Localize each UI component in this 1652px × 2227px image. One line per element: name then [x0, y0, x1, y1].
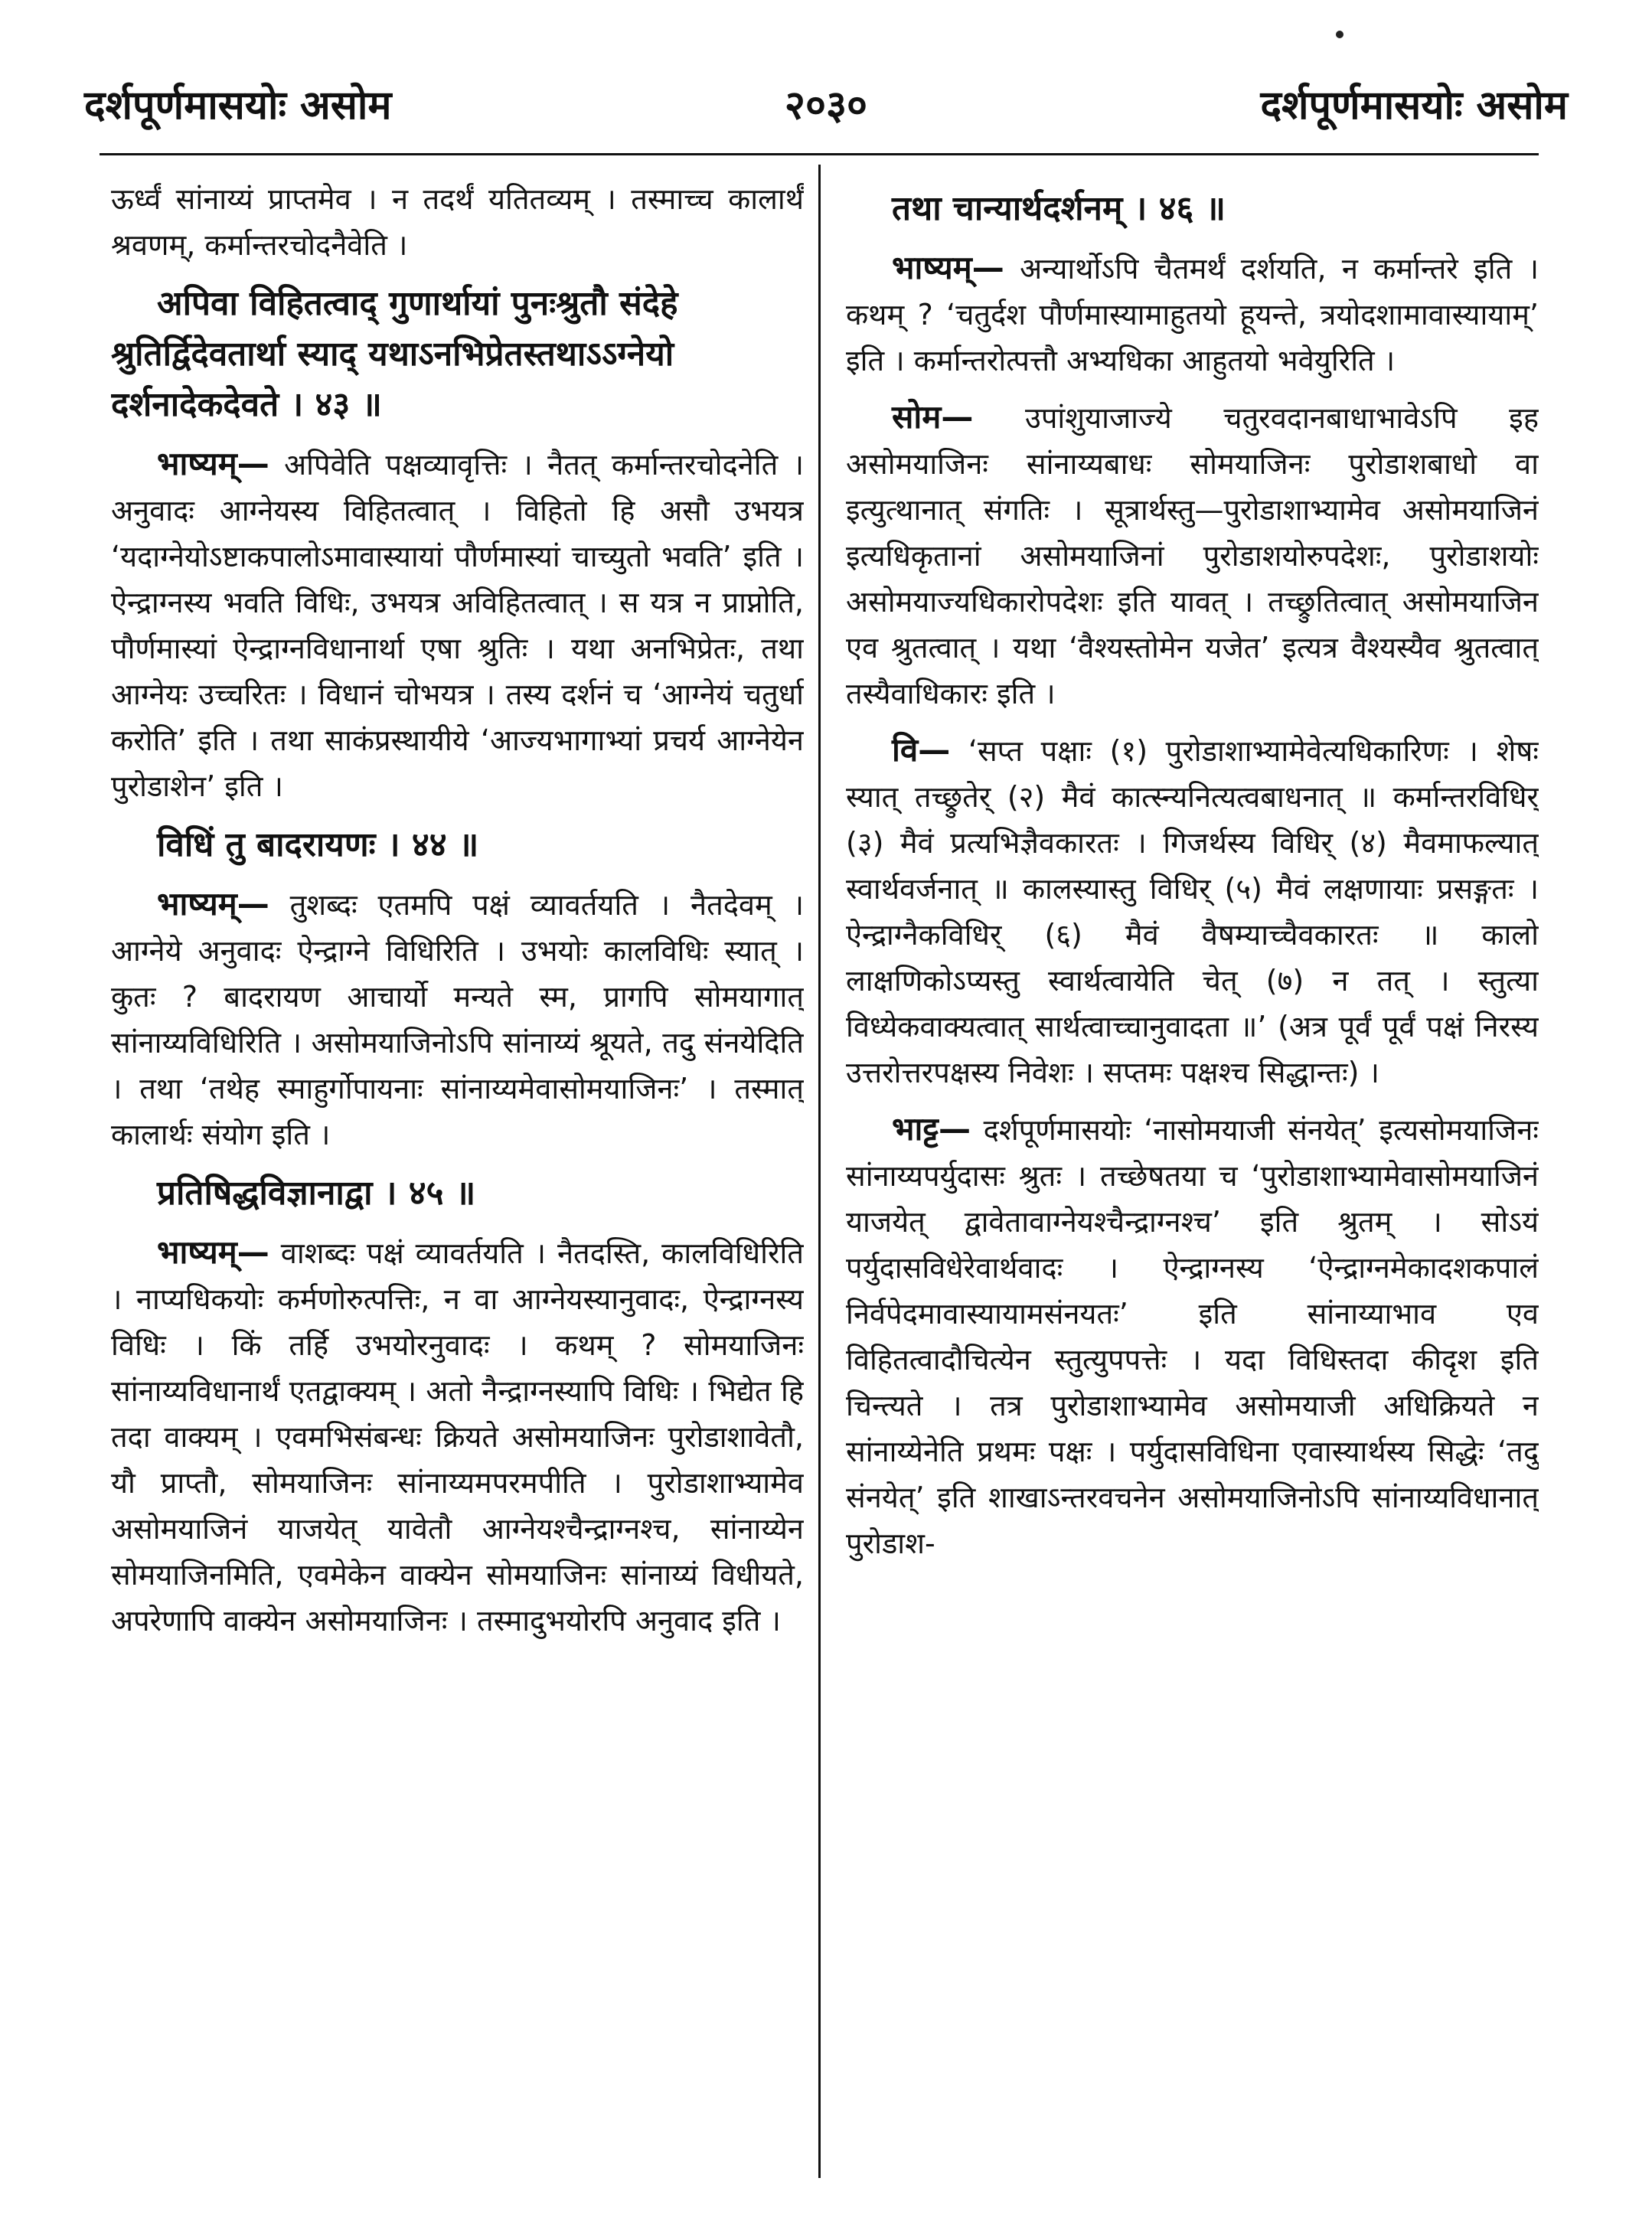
- bhashya-label: भाष्यम्—: [157, 445, 269, 482]
- sutra-45: प्रतिषिद्धविज्ञानाद्वा । ४५ ॥: [157, 1174, 476, 1213]
- bhashya-44: [111, 881, 804, 1158]
- vi-label: वि—: [892, 731, 951, 769]
- vi-text: ‘सप्त पक्षाः (१) पुरोडाशाभ्यामेवेत्यधिकारिणः । शेषः स्यात् तच्छ्रुतेर् (२) मैवं कात्स्न्यनित्यत्वबाधनात् ॥ कर्मान्तरविधिर् (३) मैवं प्रत्यभिज्ञैवकारतः । गिजर्थस्य विधिर् (४) मैवमाफल्यात् स्वार्थवर्जनात् ॥ कालस्यास्तु विधिर् (५) मैवं लक्षणायाः प्रसङ्गतः । ऐन्द्राग्नैकविधिर् (६) मैवं वैषम्याच्चैवकारतः ॥ कालो लाक्षणिकोऽप्यस्तु स्वार्थत्वायेति चेत् (७) न तत् । स्तुत्या विध्येकवाक्यत्वात् सार्थत्वाच्चानुवादता ॥’ (अत्र पूर्वं पूर्वं पक्षं निरस्य उत्तरोत्तरपक्षस्य निवेशः । सप्तमः पक्षश्च सिद्धान्तः) ।: [846, 734, 1539, 1089]
- bhashya-46: [846, 245, 1539, 384]
- soma-commentary: [846, 394, 1539, 717]
- bhashya-text: अपिवेति पक्षव्यावृत्तिः । नैतत् कर्मान्तरचोदनेति । अनुवादः आग्नेयस्य विहितत्वात् । विहितो हि असौ उभयत्र ‘यदाग्नेयोऽष्टाकपालोऽमावास्यायां पौर्णमास्यां चाच्युतो भवति’ इति । ऐन्द्राग्नस्य भवति विधिः, उभयत्र अविहितत्वात् । स यत्र न प्राप्नोति, पौर्णमास्यां ऐन्द्राग्नविधानार्था एषा श्रुतिः । यथा अनभिप्रेतः, तथा आग्नेयः उच्चरितः । विधानं चोभयत्र । तस्य दर्शनं च ‘आग्नेयं चतुर्धा करोति’ इति । तथा साकंप्रस्थायीये ‘आज्यभागाभ्यां प्रचर्य आग्नेयेन पुरोडाशेन’ इति ।: [111, 448, 804, 803]
- header-rule: [100, 153, 1539, 155]
- bhatta-text: दर्शपूर्णमासयोः ‘नासोमयाजी संनयेत्’ इत्यसोमयाजिनः सांनाय्यपर्युदासः श्रुतः । तच्छेषतया च ‘पुरोडाशाभ्यामेवासोमयाजिनं याजयेत् द्वावेतावाग्नेयश्चैन्द्राग्नश्च’ इति श्रुतम् । सोऽयं पर्युदासविधेरेवार्थवादः । ऐन्द्राग्नस्य ‘ऐन्द्राग्नमेकादशकपालं निर्वपेदमावास्यायामसंनयतः’ इति सांनाय्याभाव एव विहितत्वादौचित्येन स्तुत्युपपत्तेः । यदा विधिस्तदा कीदृश इति चिन्त्यते । तत्र पुरोडाशाभ्यामेव असोमयाजी अधिक्रियते न सांनाय्येनेति प्रथमः पक्षः । पर्युदासविधिना एवास्यार्थस्य सिद्धेः ‘तदु संनयेत्’ इति शाखाऽन्तरवचनेन असोमयाजिनोऽपि सांनाय्यविधानात् पुरोडाश-: [846, 1113, 1539, 1560]
- bhashya-label: भाष्यम्—: [892, 249, 1004, 286]
- header-left-title: दर्शपूर्णमासयोः असोम: [84, 83, 392, 129]
- continuation-paragraph: ऊर्ध्वं सांनाय्यं प्राप्तमेव । न तदर्थं यतितव्यम् । तस्माच्च कालार्थं श्रवणम्, कर्मान्तरचोदनैवेति ।: [111, 182, 804, 262]
- bhatta-label: भाट्ट—: [892, 1110, 971, 1148]
- bhashya-label: भाष्यम्—: [157, 1233, 269, 1271]
- bhashya-45: [111, 1229, 804, 1644]
- bhatta-commentary: [846, 1106, 1539, 1566]
- bhashya-text: तुशब्दः एतमपि पक्षं व्यावर्तयति । नैतदेवम् । आग्नेये अनुवादः ऐन्द्राग्ने विधिरिति । उभयोः कालविधिः स्यात् । कुतः ? बादरायण आचार्यो मन्यते स्म, प्रागपि सोमयागात् सांनाय्यविधिरिति । असोमयाजिनोऽपि सांनाय्यं श्रूयते, तदु संनयेदिति । तथा ‘तथेह स्माहुर्गोपायनाः सांनाय्यमेवासोमयाजिनः’ । तस्मात् कालार्थः संयोग इति ।: [111, 888, 804, 1151]
- running-header: [84, 77, 1568, 138]
- page-number: २०३०: [784, 83, 868, 129]
- left-column: [111, 176, 804, 1654]
- sutra-43: अपिवा विहितत्वाद् गुणार्थायां पुनःश्रुतौ संदेहे श्रुतिर्द्विदेवतार्था स्याद् यथाऽनभिप्रेतस्तथाऽऽग्नेयो दर्शनादेकदेवते । ४३ ॥: [111, 284, 678, 424]
- soma-text: उपांशुयाजाज्ये चतुरवदानबाधाभावेऽपि इह असोमयाजिनः सांनाय्यबाधः सोमयाजिनः पुरोडाशबाधो वा इत्युत्थानात् संगतिः । सूत्रार्थस्तु—पुरोडाशाभ्यामेव असोमयाजिनं इत्यधिकृतानां असोमयाजिनां पुरोडाशयोरुपदेशः, पुरोडाशयोः असोमयाज्यधिकारोपदेशः इति यावत् । तच्छ्रुतित्वात् असोमयाजिन एव श्रुतत्वात् । यथा ‘वैश्यस्तोमेन यजेत’ इत्यत्र वैश्यस्यैव श्रुतत्वात् तस्यैवाधिकारः इति ।: [846, 401, 1539, 710]
- bhashya-text: अन्यार्थोऽपि चैतमर्थं दर्शयति, न कर्मान्तरे इति । कथम् ? ‘चतुर्दश पौर्णमास्यामाहुतयो हूयन्ते, त्रयोदशामावास्यायाम्’ इति । कर्मान्तरोत्पत्तौ अभ्यधिका आहुतयो भवेयुरिति ।: [846, 252, 1539, 377]
- ink-speck: [1336, 31, 1343, 38]
- right-column: [846, 176, 1539, 1577]
- sutra-44: विधिं तु बादरायणः । ४४ ॥: [157, 825, 479, 864]
- soma-label: सोम—: [892, 398, 974, 436]
- sutra-46: तथा चान्यार्थदर्शनम् । ४६ ॥: [892, 189, 1226, 228]
- column-divider: [818, 165, 821, 2178]
- vi-commentary: [846, 727, 1539, 1096]
- bhashya-43: [111, 441, 804, 809]
- bhashya-text: वाशब्दः पक्षं व्यावर्तयति । नैतदस्ति, कालविधिरिति । नाप्यधिकयोः कर्मणोरुत्पत्तिः, न वा आग्नेयस्यानुवादः, ऐन्द्राग्नस्य विधिः । किं तर्हि उभयोरनुवादः । कथम् ? सोमयाजिनः सांनाय्यविधानार्थं एतद्वाक्यम् । अतो नैन्द्राग्नस्यापि विधिः । भिद्येत हि तदा वाक्यम् । एवमभिसंबन्धः क्रियते असोमयाजिनः पुरोडाशावेतौ, यौ प्राप्तौ, सोमयाजिनः सांनाय्यमपरमपीति । पुरोडाशाभ्यामेव असोमयाजिनं याजयेत् यावेतौ आग्नेयश्चैन्द्राग्नश्च, सांनाय्येन सोमयाजिनमिति, एवमेकेन वाक्येन सोमयाजिनः सांनाय्यं विधीयते, अपरेणापि वाक्येन असोमयाजिनः । तस्मादुभयोरपि अनुवाद इति ।: [111, 1236, 804, 1638]
- bhashya-label: भाष्यम्—: [157, 885, 269, 922]
- header-right-title: दर्शपूर्णमासयोः असोम: [1260, 83, 1568, 129]
